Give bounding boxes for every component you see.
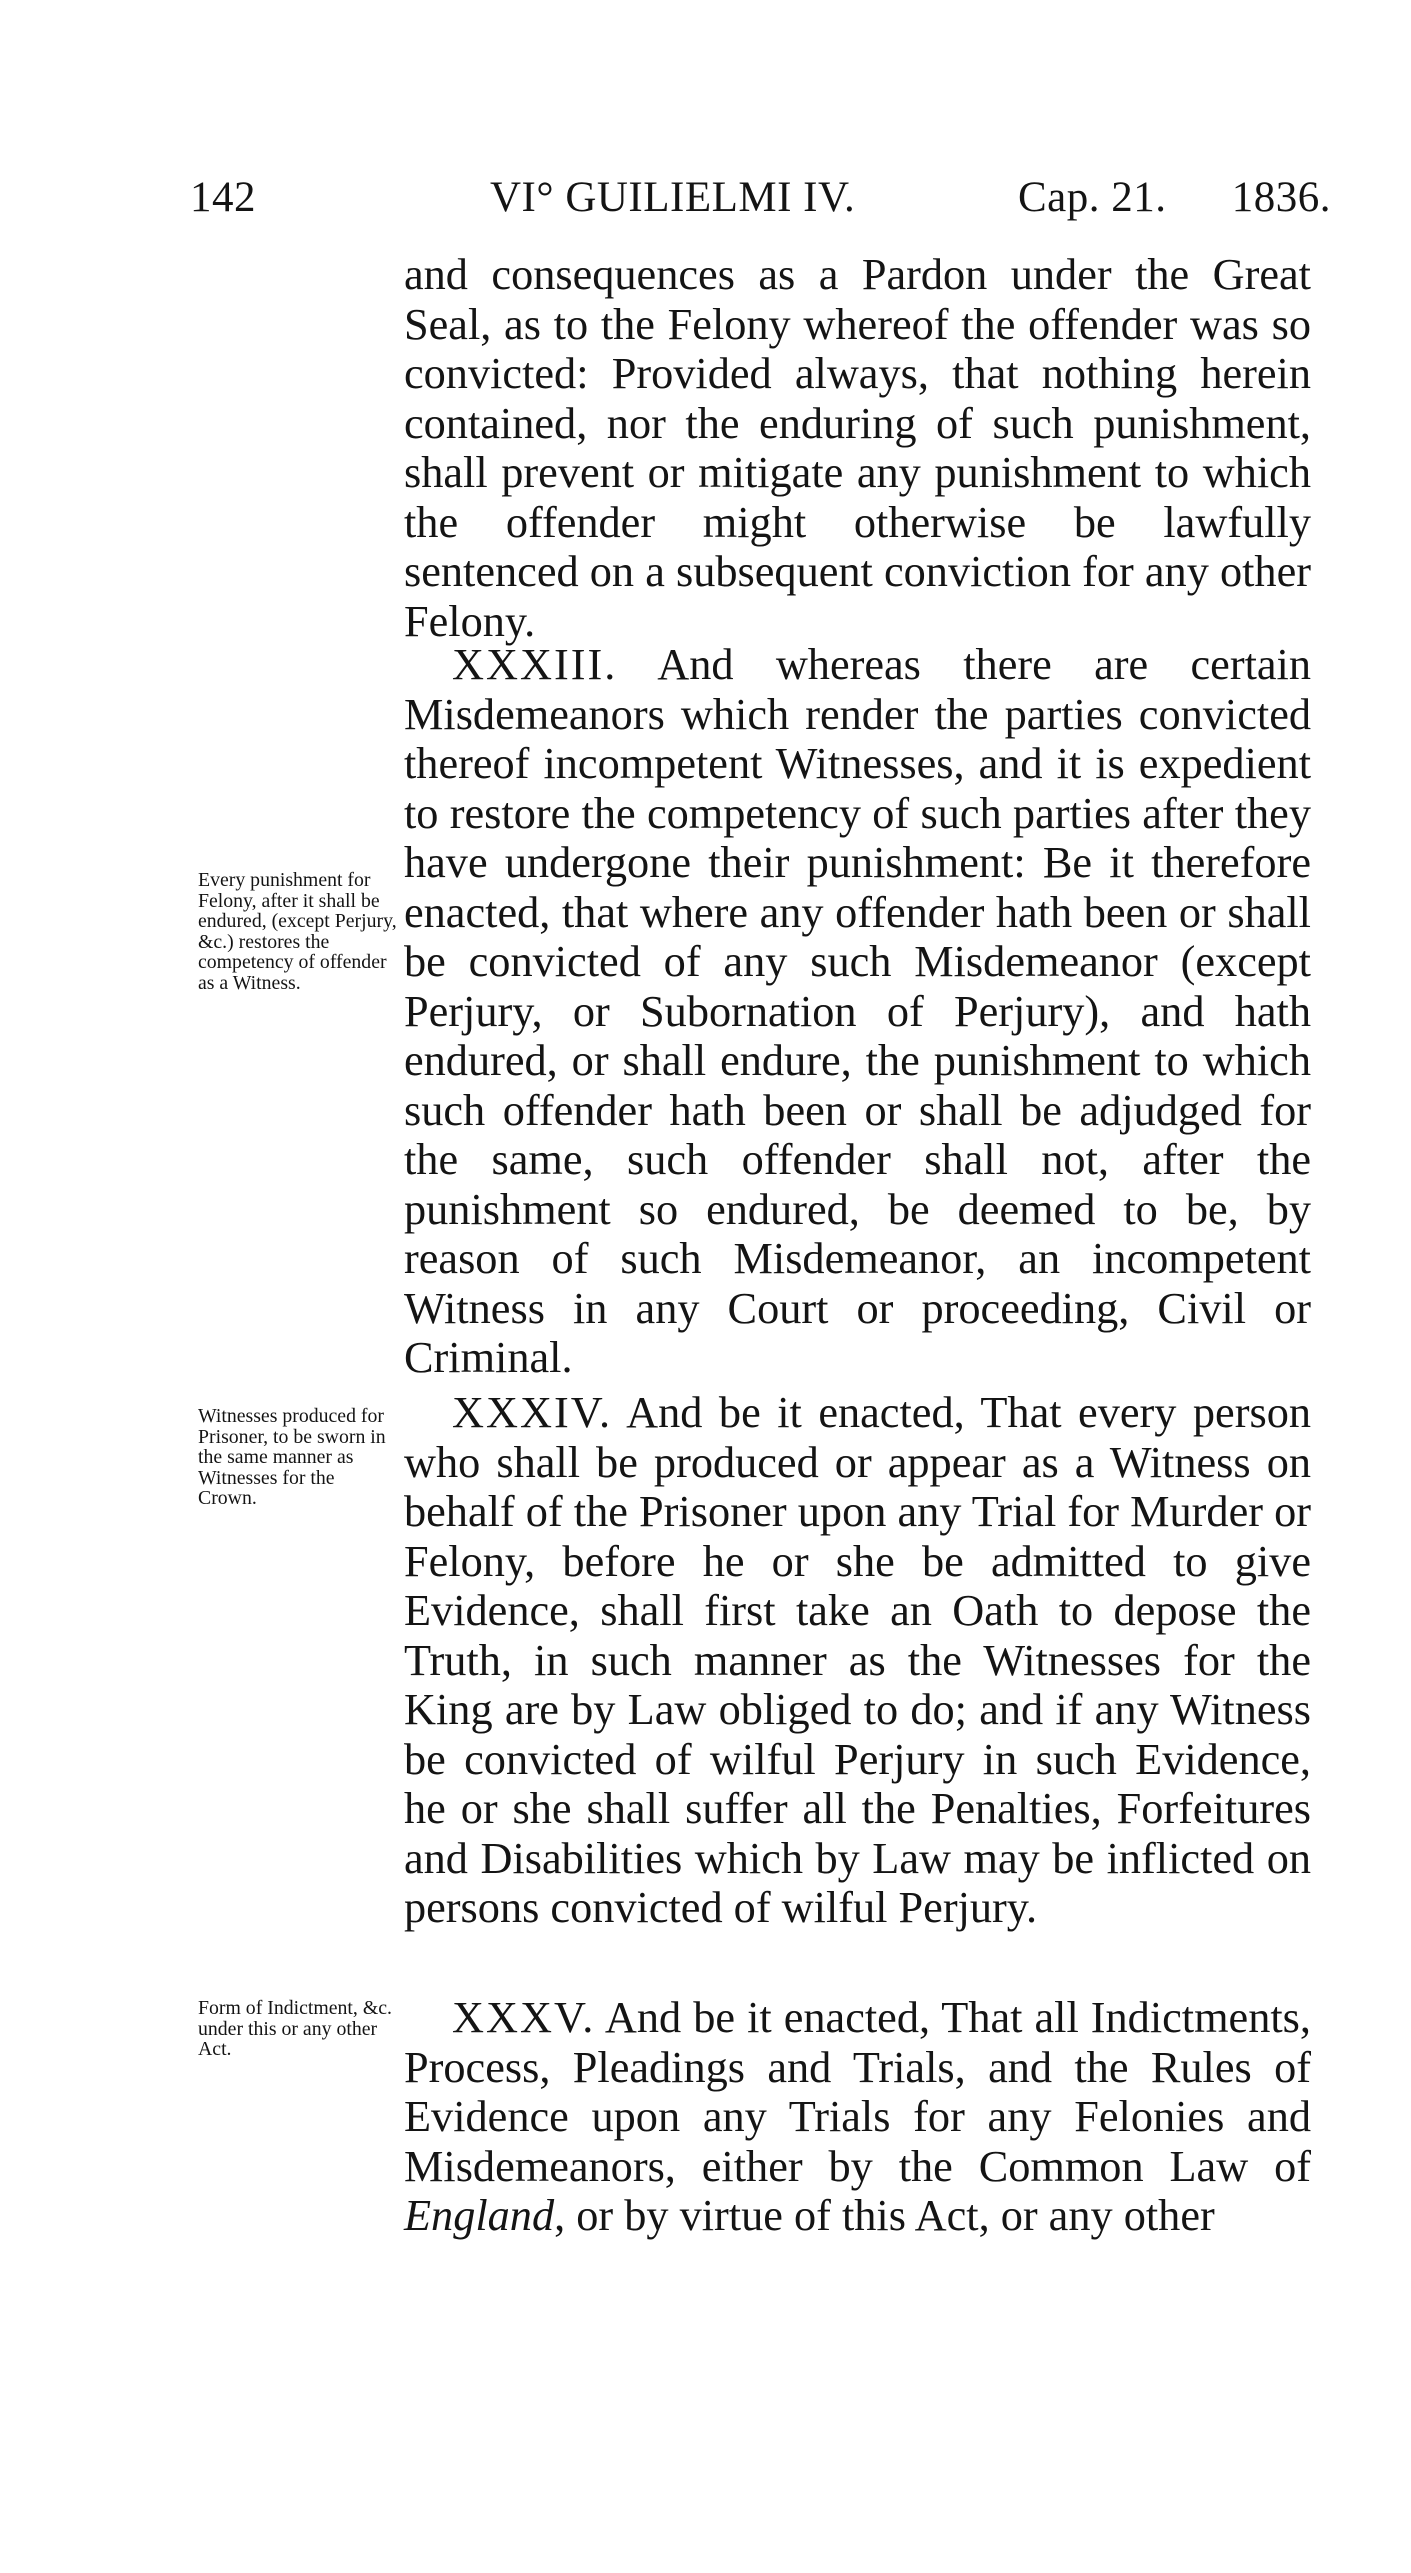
section-xxxiv [404,1388,1311,1933]
section-xxxv [404,1993,1311,2241]
section-text: And whereas there are certain Misdemeanors which render the parties convicted thereof incompetent Witnesses, and it is expedient to restore the competency of such parties after they have undergone their punishment: Be it therefore enacted, that where any offender hath been or shall be convicted of any such Misdemeanor (except Perjury, or Subornation of Perjury), and hath endured, or shall endure, the punishment to which such offender hath been or shall be adjudged for the same, such offender shall not, after the punishment so endured, be deemed to be, by reason of such Misdemeanor, an incompetent Witness in any Court or proceeding, Civil or Criminal. [404,640,1311,1382]
section-number: XXXIV. [452,1388,613,1437]
page-number: 142 [190,174,256,221]
section-paragraph [404,1993,1311,2241]
margin-note: Form of Indictment, &c. under this or any other Act. [198,1997,392,2061]
section-paragraph [404,640,1311,1383]
section-xxxiii [404,640,1311,1383]
section-text: And be it enacted, That every person who shall be produced or appear as a Witness on behalf of the Prisoner upon any Trial for Murder or Felony, before he or she be admitted to give Evidence, shall first take an Oath to depose the Truth, in such manner as the Witnesses for the King are by Law obliged to do; and if any Witness be convicted of wilful Perjury in such Evidence, he or she shall suffer all the Penalties, Forfeitures and Disabilities which by Law may be inflicted on persons convicted of wilful Perjury. [404,1388,1311,1932]
section-text-end: , or by virtue of this Act, or any other [554,2191,1215,2240]
margin-note: Witnesses produced for Prisoner, to be sworn in the same manner as Witnesses for the Crown. [198,1405,386,1510]
running-title: VI° GUILIELMI IV. [490,174,856,221]
margin-note: Every punishment for Felony, after it shall be endured, (except Perjury, &c.) restores the competency of offender as a Witness. [198,869,397,994]
running-header [190,168,1351,228]
section-paragraph [404,1388,1311,1933]
emphasis-england: England [404,2191,555,2240]
section-number: XXXIII. [452,640,618,689]
chapter-number: Cap. 21. [1018,174,1167,221]
year: 1836. [1231,174,1331,221]
section-number: XXXV. [452,1993,596,2042]
paragraph-text: and consequences as a Pardon under the Great Seal, as to the Felony whereof the offender was so convicted: Provided always, that nothing herein contained, nor the enduring of such punishment, shall prevent or mitigate any punishment to which the offender might otherwise be lawfully sentenced on a subsequent conviction for any other Felony. [404,250,1311,646]
section-text: And be it enacted, That all Indictments, Process, Pleadings and Trials, and the Rules of Evidence upon any Trials for any Felonies and Misdemeanors, either by the Common Law of [404,1993,1311,2191]
paragraph-continuation [404,250,1311,646]
